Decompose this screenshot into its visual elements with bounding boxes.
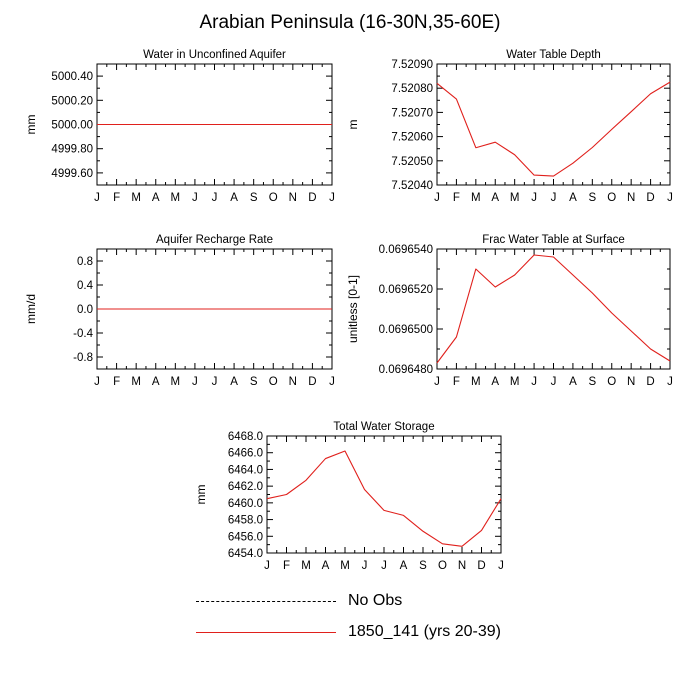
aquifer-water-xtick-label: A (151, 192, 160, 204)
total-water-storage-xtick-label: M (340, 560, 350, 572)
total-water-storage-xtick-label: N (457, 560, 467, 572)
water-table-depth-series-line (437, 82, 670, 176)
total-water-storage-xtick-label: D (477, 560, 486, 572)
total-water-storage-frame (267, 436, 501, 553)
total-water-storage-ytick-label: 6462.0 (227, 481, 263, 494)
recharge-rate-title: Aquifer Recharge Rate (156, 234, 273, 246)
main-title: Arabian Peninsula (16-30N,35-60E) (199, 12, 501, 33)
water-table-depth-xtick-label: J (531, 192, 537, 204)
frac-water-table-ytick-label: 0.0696520 (378, 284, 433, 296)
aquifer-water-title: Water in Unconfined Aquifer (143, 49, 286, 61)
water-table-depth-xtick-label: M (509, 192, 520, 204)
total-water-storage-ytick-label: 6456.0 (227, 531, 263, 544)
total-water-storage-title: Total Water Storage (333, 421, 435, 433)
legend-line-model (196, 632, 336, 633)
recharge-rate-ytick-label: -0.8 (73, 352, 93, 364)
frac-water-table-xtick-label: A (491, 376, 500, 388)
aquifer-water-xtick-label: N (288, 192, 297, 204)
recharge-rate-xtick-label: F (113, 376, 121, 388)
water-table-depth-ytick-label: 7.52060 (391, 131, 433, 144)
recharge-rate-ylabel: mm/d (24, 294, 38, 324)
recharge-rate-xtick-label: S (249, 376, 258, 388)
frac-water-table-xtick-label: M (509, 376, 520, 388)
recharge-rate-xtick-label: A (230, 376, 238, 388)
aquifer-water-xtick-label: S (249, 192, 258, 204)
recharge-rate-xtick-label: J (94, 376, 100, 388)
total-water-storage-ylabel: mm (194, 484, 208, 505)
frac-water-table-xtick-label: F (452, 376, 460, 388)
frac-water-table-xtick-label: J (550, 376, 557, 388)
aquifer-water-xtick-label: A (230, 192, 238, 204)
frac-water-table-xtick-label: J (667, 376, 673, 388)
water-table-depth-xtick-label: O (607, 192, 617, 204)
total-water-storage-xtick-label: M (301, 560, 311, 572)
frac-water-table-xtick-label: S (588, 376, 597, 388)
total-water-storage-ytick-label: 6464.0 (227, 464, 263, 477)
aquifer-water-xtick-label: F (113, 192, 121, 204)
total-water-storage-xtick-label: J (498, 560, 504, 572)
water-table-depth-xtick-label: N (627, 192, 636, 204)
total-water-storage-xtick-label: O (438, 560, 447, 572)
frac-water-table-title: Frac Water Table at Surface (482, 234, 625, 246)
frac-water-table-ytick-label: 0.0696480 (378, 364, 433, 376)
water-table-depth-ylabel: m (346, 119, 360, 130)
total-water-storage-xtick-label: J (264, 560, 270, 572)
water-table-depth-frame (437, 64, 670, 185)
aquifer-water-ytick-label: 5000.20 (51, 95, 93, 108)
frac-water-table-ytick-label: 0.0696500 (378, 324, 433, 336)
water-table-depth-xtick-label: A (569, 192, 577, 204)
water-table-depth-xtick-label: D (646, 192, 655, 204)
total-water-storage-xtick-label: J (361, 560, 368, 572)
total-water-storage-xtick-label: F (282, 560, 291, 572)
water-table-depth-xtick-label: S (588, 192, 597, 204)
aquifer-water-ylabel: mm (24, 114, 38, 135)
frac-water-table-frame (437, 249, 670, 369)
water-table-depth-ytick-label: 7.52090 (391, 59, 433, 71)
total-water-storage-xtick-label: J (381, 560, 387, 572)
total-water-storage-xtick-label: S (419, 560, 427, 572)
frac-water-table-xtick-label: D (646, 376, 655, 388)
total-water-storage-ytick-label: 6454.0 (227, 548, 263, 560)
frac-water-table-xtick-label: J (434, 376, 440, 388)
frac-water-table-series-line (437, 255, 670, 363)
legend-label-no-obs: No Obs (348, 592, 403, 609)
recharge-rate-ytick-label: 0.4 (77, 280, 93, 292)
aquifer-water-xtick-label: M (131, 192, 141, 204)
aquifer-water-xtick-label: J (329, 192, 335, 204)
recharge-rate-ytick-label: 0.8 (77, 256, 93, 268)
aquifer-water-xtick-label: O (268, 192, 278, 204)
water-table-depth-title: Water Table Depth (506, 49, 601, 61)
recharge-rate-xtick-label: J (211, 376, 218, 388)
water-table-depth-xtick-label: J (550, 192, 557, 204)
frac-water-table-ylabel: unitless [0-1] (346, 274, 360, 344)
total-water-storage-xtick-label: A (399, 560, 408, 572)
legend-line-no-obs (196, 601, 336, 602)
water-table-depth-ytick-label: 7.52070 (391, 107, 433, 120)
water-table-depth-ytick-label: 7.52050 (391, 155, 433, 168)
recharge-rate-ytick-label: -0.4 (73, 328, 93, 340)
total-water-storage-ytick-label: 6466.0 (227, 447, 263, 460)
recharge-rate-xtick-label: O (268, 376, 278, 388)
recharge-rate-xtick-label: A (151, 376, 160, 388)
legend-item-no-obs (196, 591, 402, 611)
frac-water-table-xtick-label: A (569, 376, 577, 388)
water-table-depth-xtick-label: J (667, 192, 673, 204)
aquifer-water-xtick-label: J (192, 192, 198, 204)
aquifer-water-xtick-label: M (170, 192, 181, 204)
frac-water-table-xtick-label: O (607, 376, 617, 388)
aquifer-water-ytick-label: 5000.40 (51, 71, 93, 84)
aquifer-water-xtick-label: J (211, 192, 218, 204)
recharge-rate-ytick-label: 0.0 (77, 304, 93, 316)
recharge-rate-xtick-label: N (288, 376, 297, 388)
water-table-depth-ytick-label: 7.52040 (391, 180, 433, 192)
frac-water-table-xtick-label: J (531, 376, 537, 388)
recharge-rate-xtick-label: J (329, 376, 335, 388)
water-table-depth-xtick-label: A (491, 192, 500, 204)
recharge-rate-xtick-label: D (308, 376, 317, 388)
total-water-storage-ytick-label: 6468.0 (227, 431, 263, 443)
aquifer-water-xtick-label: D (308, 192, 317, 204)
recharge-rate-xtick-label: J (192, 376, 198, 388)
aquifer-water-ytick-label: 5000.00 (51, 119, 93, 132)
frac-water-table-xtick-label: M (471, 376, 481, 388)
recharge-rate-xtick-label: M (131, 376, 141, 388)
total-water-storage-ytick-label: 6458.0 (227, 514, 263, 527)
total-water-storage-xtick-label: A (321, 560, 330, 572)
water-table-depth-xtick-label: F (452, 192, 460, 204)
water-table-depth-xtick-label: M (471, 192, 481, 204)
water-table-depth-ytick-label: 7.52080 (391, 83, 433, 96)
frac-water-table-ytick-label: 0.0696540 (378, 244, 433, 256)
total-water-storage-ytick-label: 6460.0 (227, 497, 263, 510)
total-water-storage-series-line (267, 451, 501, 546)
frac-water-table-xtick-label: N (627, 376, 636, 388)
legend-label-model: 1850_141 (yrs 20-39) (348, 623, 501, 640)
aquifer-water-ytick-label: 4999.80 (51, 143, 93, 156)
aquifer-water-ytick-label: 4999.60 (51, 167, 93, 180)
legend-item-model (196, 622, 501, 642)
water-table-depth-xtick-label: J (434, 192, 440, 204)
recharge-rate-xtick-label: M (170, 376, 181, 388)
aquifer-water-xtick-label: J (94, 192, 100, 204)
